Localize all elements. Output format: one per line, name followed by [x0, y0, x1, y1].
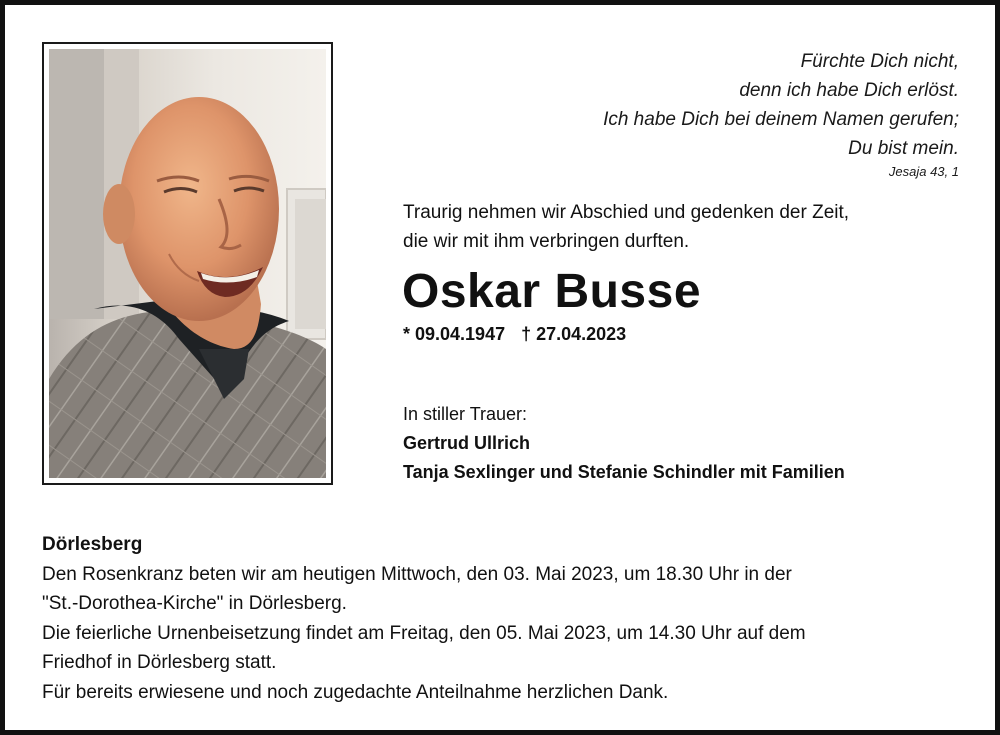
detail-line: Für bereits erwiesene und noch zugedachte Anteilnahme herzlichen Dank. [42, 681, 669, 703]
place-heading: Dörlesberg [42, 534, 143, 555]
birth-date: * 09.04.1947 [403, 324, 506, 344]
detail-line: Die feierliche Urnenbeisetzung findet am Freitag, den 05. Mai 2023, um 14.30 Uhr auf dem [42, 622, 806, 644]
mourner-name: Tanja Sexlinger und Stefanie Schindler mit Familien [403, 462, 845, 482]
portrait-image [49, 49, 326, 478]
portrait-photo [42, 42, 333, 485]
detail-line: "St.-Dorothea-Kirche" in Dörlesberg. [42, 593, 347, 614]
verse-line: denn ich habe Dich erlöst. [739, 80, 959, 101]
life-dates [403, 320, 626, 348]
farewell-line: Traurig nehmen wir Abschied und gedenken der Zeit, [403, 202, 850, 223]
verse-line: Fürchte Dich nicht, [800, 51, 959, 72]
verse-line: Ich habe Dich bei deinem Namen gerufen; [603, 109, 959, 130]
mourners-block [403, 400, 845, 487]
farewell-line: die wir mit ihm verbringen durften. [403, 231, 690, 252]
detail-line: Friedhof in Dörlesberg statt. [42, 652, 277, 673]
verse-line: Du bist mein. [848, 138, 959, 159]
mourners-heading: In stiller Trauer: [403, 404, 528, 424]
farewell-text [403, 198, 849, 256]
bible-verse [603, 47, 959, 181]
verse-source: Jesaja 43, 1 [888, 164, 959, 179]
deceased-name: Oskar Busse [402, 265, 702, 318]
mourner-name: Gertrud Ullrich [403, 433, 531, 453]
detail-line: Den Rosenkranz beten wir am heutigen Mittwoch, den 03. Mai 2023, um 18.30 Uhr in der [42, 563, 792, 585]
death-date: † 27.04.2023 [521, 324, 627, 344]
service-details [42, 530, 806, 707]
